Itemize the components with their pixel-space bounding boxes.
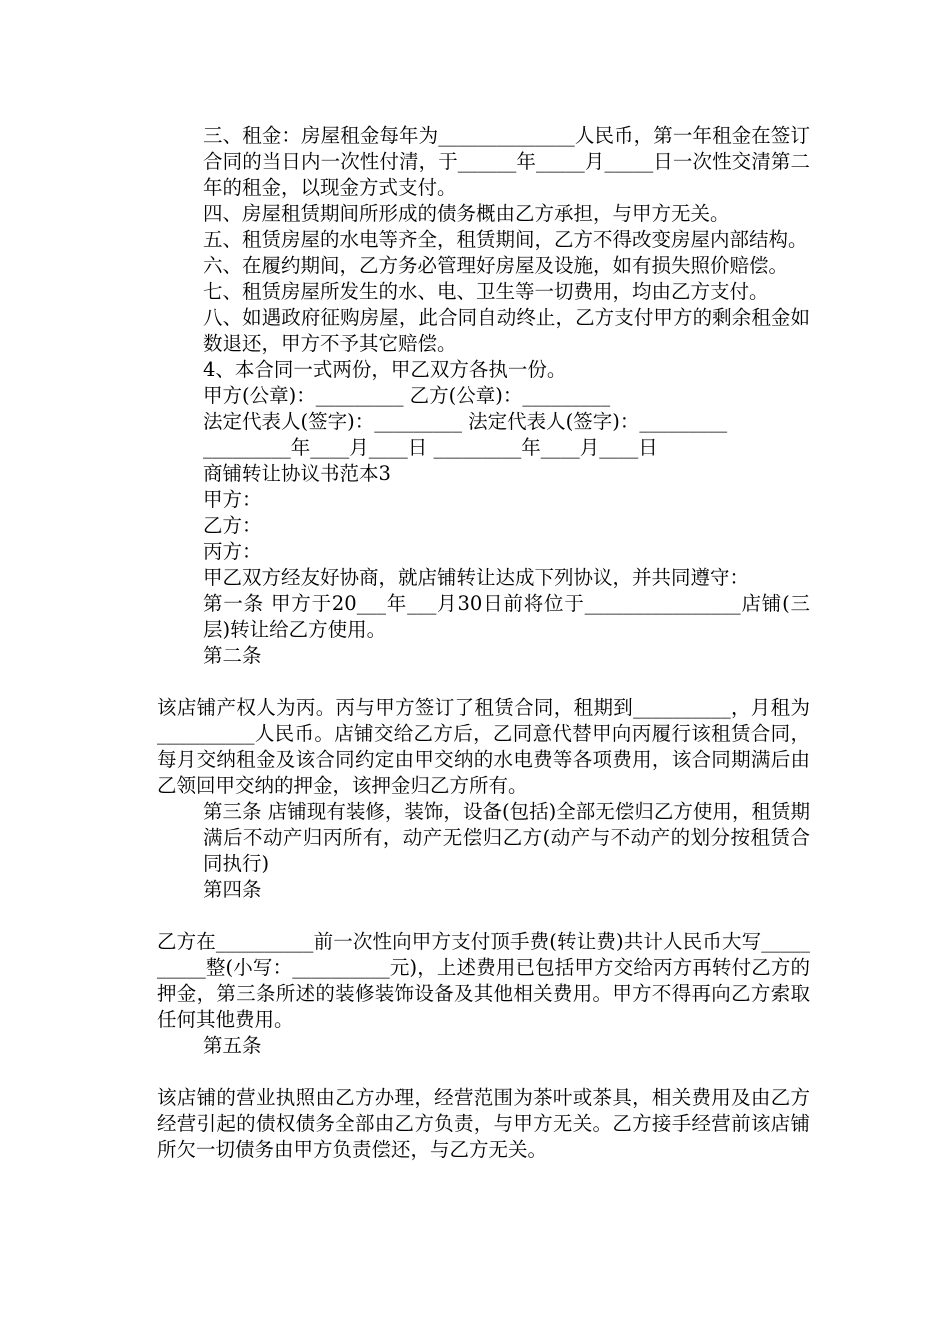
paragraph: 七、租赁房屋所发生的水、电、卫生等一切费用，均由乙方支付。 [203, 280, 769, 303]
paragraph: 五、租赁房屋的水电等齐全，租赁期间，乙方不得改变房屋内部结构。 [203, 228, 808, 251]
blank-line [145, 1059, 810, 1085]
blank-line [145, 903, 810, 929]
paragraph: 第三条 店铺现有装修，装饰，设备(包括)全部无偿归乙方使用，租赁期满后不动产归丙所有，动产无偿归乙方(动产与不动产的划分按租赁合同执行) [203, 800, 810, 875]
paragraph: 第五条 [203, 1034, 262, 1057]
paragraph: 甲方： [203, 488, 262, 511]
paragraph: _________年____月____日 _________年____月____日 [203, 436, 658, 459]
paragraph: 丙方： [203, 540, 262, 563]
paragraph: 甲乙双方经友好协商，就店铺转让达成下列协议，并共同遵守： [203, 566, 750, 589]
paragraph: 法定代表人(签字)：_________ 法定代表人(签字)：_________ [203, 410, 728, 433]
paragraph: 三、租金：房屋租金每年为______________人民币，第一年租金在签订合同的当日内一次性付清，于______年_____月_____日一次性交清第二年的租金，以现金方式支付。 [203, 124, 810, 199]
blank-line [145, 669, 810, 695]
paragraph: 四、房屋租赁期间所形成的债务概由乙方承担，与甲方无关。 [203, 202, 730, 225]
paragraph: 4、本合同一式两份，甲乙双方各执一份。 [203, 358, 567, 381]
paragraph: 该店铺的营业执照由乙方办理，经营范围为茶叶或茶具，相关费用及由乙方经营引起的债权债务全部由乙方负责，与甲方无关。乙方接手经营前该店铺所欠一切债务由甲方负责偿还，与乙方无关。 [157, 1086, 810, 1161]
paragraph: 甲方(公章)：_________ 乙方(公章)：_________ [203, 384, 611, 407]
paragraph: 该店铺产权人为丙。丙与甲方签订了租赁合同，租期到__________，月租为__________人民币。店铺交给乙方后，乙同意代替甲向丙履行该租赁合同，每月交纳租金及该合同约定由甲交纳的水电费等各项费用，该合同期满后由乙领回甲交纳的押金，该押金归乙方所有。 [157, 696, 810, 797]
paragraph: 乙方： [203, 514, 262, 537]
paragraph: 第二条 [203, 644, 262, 667]
paragraph: 第一条 甲方于20___年___月30日前将位于________________店铺(三层)转让给乙方使用。 [203, 592, 810, 641]
paragraph: 八、如遇政府征购房屋，此合同自动终止，乙方支付甲方的剩余租金如数退还，甲方不予其它赔偿。 [203, 306, 810, 355]
paragraph: 六、在履约期间，乙方务必管理好房屋及设施，如有损失照价赔偿。 [203, 254, 789, 277]
paragraph: 商铺转让协议书范本3 [203, 462, 391, 485]
document-page [145, 123, 810, 1163]
paragraph: 第四条 [203, 878, 262, 901]
paragraph: 乙方在__________前一次性向甲方支付顶手费(转让费)共计人民币大写__________整(小写：__________元)，上述费用已包括甲方交给丙方再转付乙方的押金，第三条所述的装修装饰设备及其他相关费用。甲方不得再向乙方索取任何其他费用。 [157, 930, 810, 1031]
